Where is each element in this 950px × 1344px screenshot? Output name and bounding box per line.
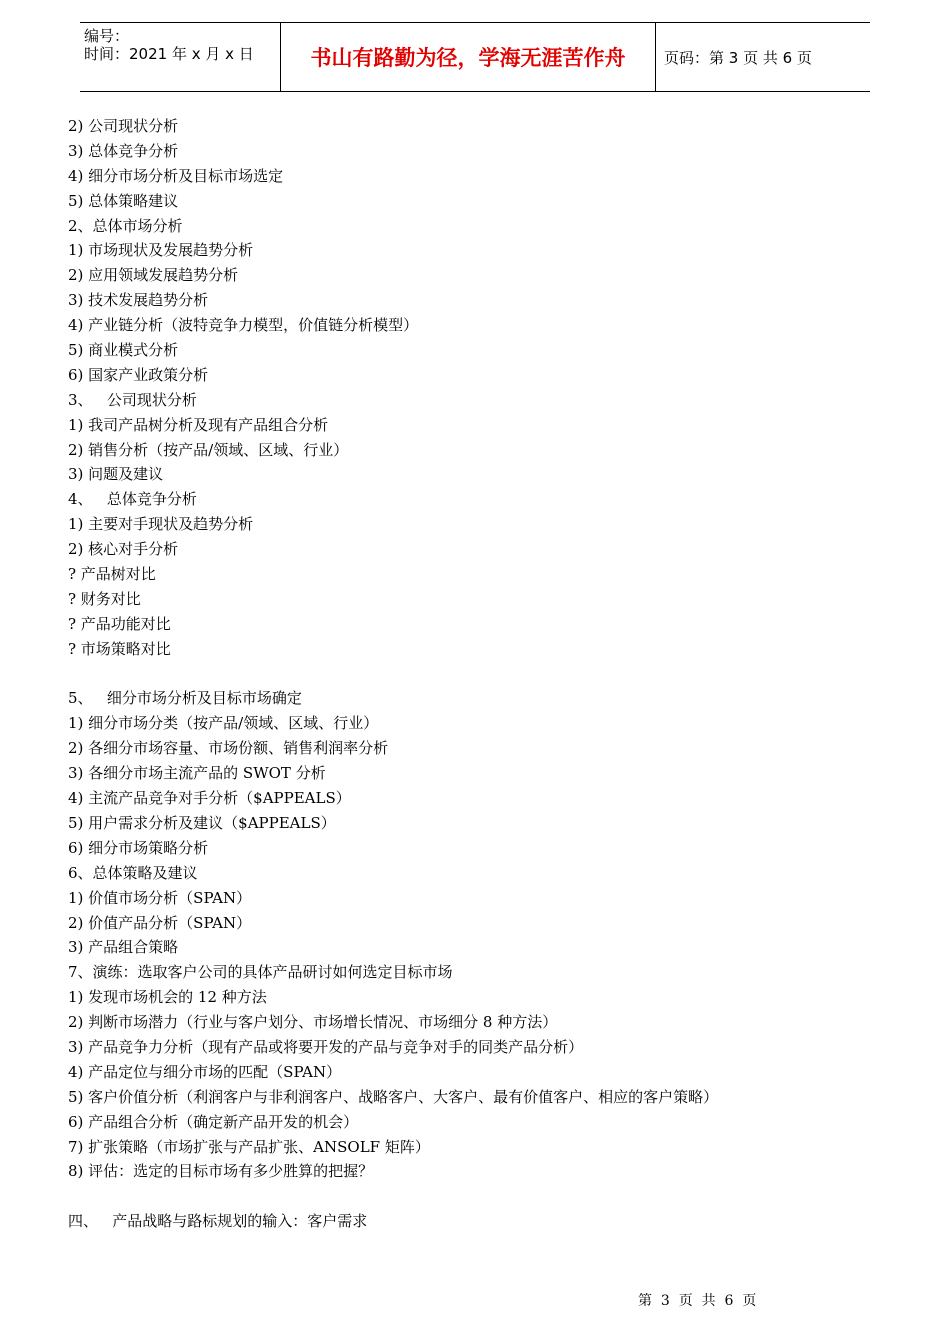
text-line: 2) 各细分市场容量、市场份额、销售利润率分析 xyxy=(68,739,389,758)
text-line: 2) 判断市场潜力（行业与客户划分、市场增长情况、市场细分 8 种方法） xyxy=(68,1013,558,1032)
document-body xyxy=(68,114,888,1234)
text-line: 5) 商业模式分析 xyxy=(68,341,179,360)
text-line: 1) 发现市场机会的 12 种方法 xyxy=(68,988,267,1007)
text-line: 3) 产品竞争力分析（现有产品或将要开发的产品与竞争对手的同类产品分析） xyxy=(68,1037,584,1056)
text-line: 5、 细分市场分析及目标市场确定 xyxy=(68,689,302,708)
time-label: 时间：2021 年 x 月 x 日 xyxy=(84,45,254,63)
text-line: 6) 细分市场策略分析 xyxy=(68,838,209,857)
page-footer: 第 3 页 共 6 页 xyxy=(638,1293,757,1309)
text-line: 1) 市场现状及发展趋势分析 xyxy=(68,241,254,260)
text-line: 3) 技术发展趋势分析 xyxy=(68,291,209,310)
text-line: 2) 核心对手分析 xyxy=(68,540,179,559)
page-header xyxy=(80,22,870,92)
text-line: 5) 客户价值分析（利润客户与非利润客户、战略客户、大客户、最有价值客户、相应的客户策略） xyxy=(68,1087,719,1106)
text-line: 2) 销售分析（按产品/领域、区域、行业） xyxy=(68,440,349,459)
section-heading: 四、 产品战略与路标规划的输入：客户需求 xyxy=(68,1212,368,1231)
text-line: 7) 扩张策略（市场扩张与产品扩张、ANSOLF 矩阵） xyxy=(68,1137,430,1156)
text-line: ? 产品树对比 xyxy=(68,565,156,584)
text-line: 3) 总体竞争分析 xyxy=(68,141,179,160)
text-line: 4) 主流产品竞争对手分析（$APPEALS） xyxy=(68,789,351,808)
blank-line xyxy=(68,662,888,687)
header-motto: 书山有路勤为径，学海无涯苦作舟 xyxy=(281,23,656,91)
header-page-label: 页码：第 3 页 共 6 页 xyxy=(664,48,812,67)
text-line: 6、总体策略及建议 xyxy=(68,863,198,882)
text-line: 1) 主要对手现状及趋势分析 xyxy=(68,515,254,534)
text-line: ? 市场策略对比 xyxy=(68,639,171,658)
text-line: 4) 细分市场分析及目标市场选定 xyxy=(68,166,284,185)
text-line: ? 产品功能对比 xyxy=(68,614,171,633)
text-line: 3、 公司现状分析 xyxy=(68,390,197,409)
text-line: 8) 评估：选定的目标市场有多少胜算的把握？ xyxy=(68,1162,374,1181)
text-line: 3) 产品组合策略 xyxy=(68,938,179,957)
text-line: 2、总体市场分析 xyxy=(68,216,183,235)
text-line: 2) 公司现状分析 xyxy=(68,117,179,135)
text-line: 2) 应用领域发展趋势分析 xyxy=(68,266,239,285)
text-line: 3) 各细分市场主流产品的 SWOT 分析 xyxy=(68,764,326,783)
text-line: 6) 国家产业政策分析 xyxy=(68,365,209,384)
header-meta xyxy=(80,23,281,91)
text-line: 5) 总体策略建议 xyxy=(68,191,179,210)
text-line: 6) 产品组合分析（确定新产品开发的机会） xyxy=(68,1112,359,1131)
text-line: ? 财务对比 xyxy=(68,589,141,608)
text-line: 3) 问题及建议 xyxy=(68,465,164,484)
text-line: 2) 价值产品分析（SPAN） xyxy=(68,913,252,932)
serial-label: 编号： xyxy=(84,27,130,45)
text-line: 1) 细分市场分类（按产品/领域、区域、行业） xyxy=(68,714,379,733)
text-line: 7、演练：选取客户公司的具体产品研讨如何选定目标市场 xyxy=(68,963,453,982)
text-line: 4) 产品定位与细分市场的匹配（SPAN） xyxy=(68,1062,342,1081)
text-line: 5) 用户需求分析及建议（$APPEALS） xyxy=(68,813,336,832)
text-line: 1) 我司产品树分析及现有产品组合分析 xyxy=(68,415,329,434)
blank-line xyxy=(68,1184,888,1209)
text-line: 4、 总体竞争分析 xyxy=(68,490,197,509)
text-line: 4) 产业链分析（波特竞争力模型，价值链分析模型） xyxy=(68,316,419,335)
text-line: 1) 价值市场分析（SPAN） xyxy=(68,888,252,907)
